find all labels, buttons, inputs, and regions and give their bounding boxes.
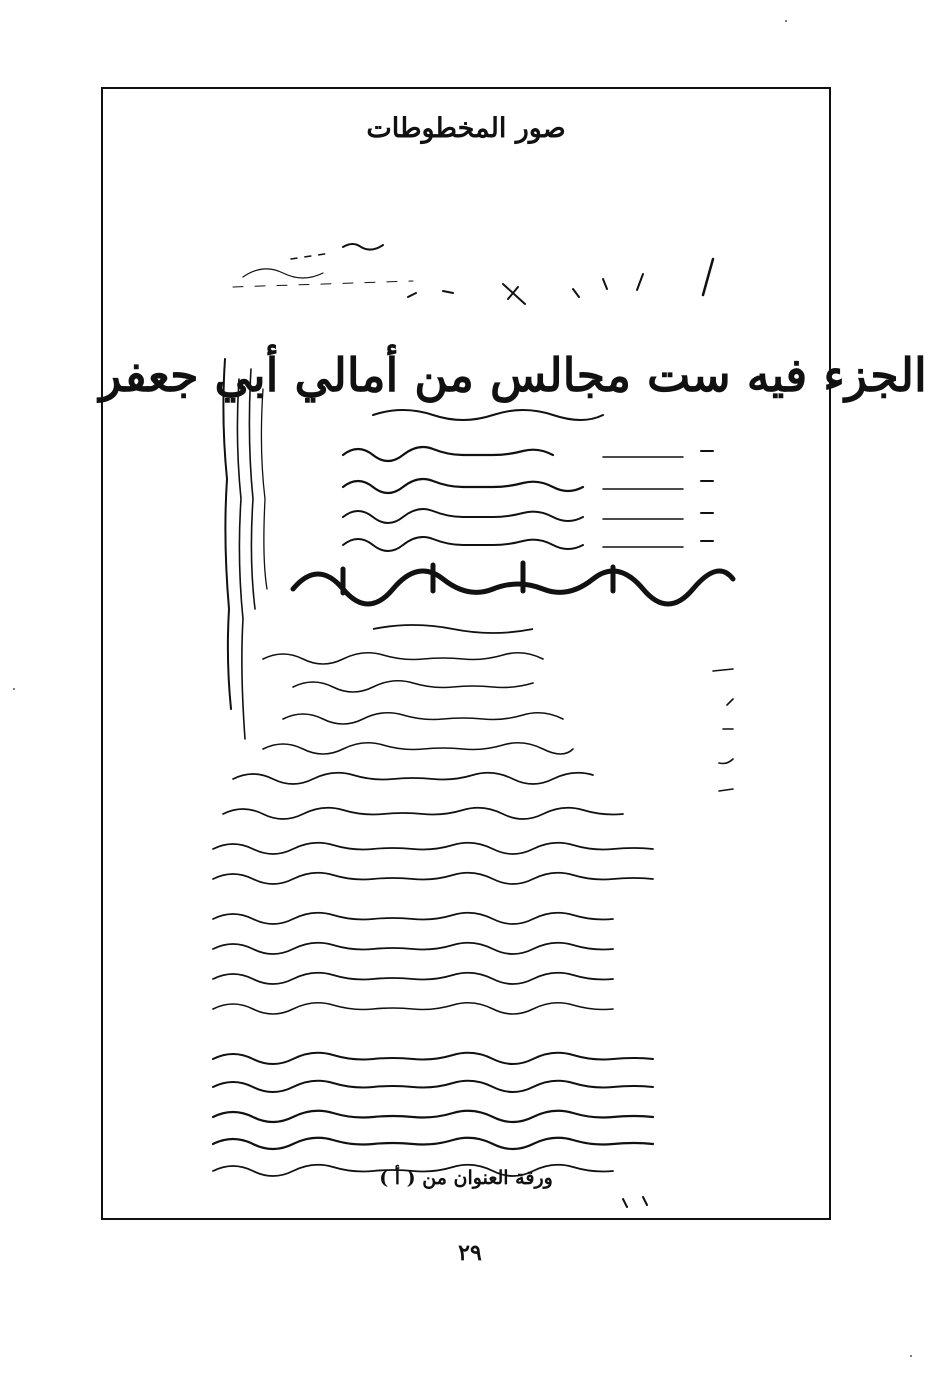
scan-speck xyxy=(910,1355,912,1357)
manuscript-image xyxy=(99,229,927,1214)
manuscript-scan xyxy=(99,229,927,1214)
page-frame xyxy=(99,87,927,1220)
page-heading: صور المخطوطات xyxy=(366,113,566,144)
manuscript-title-line: الجزء فيه ست مجالس من أمالي أبي جعفر xyxy=(99,348,927,402)
page-number: ٢٩ xyxy=(458,1240,482,1266)
scan-speck xyxy=(13,688,15,690)
scan-speck xyxy=(785,20,787,22)
manuscript-caption: ورقة العنوان من ( أ ) xyxy=(379,1167,553,1189)
